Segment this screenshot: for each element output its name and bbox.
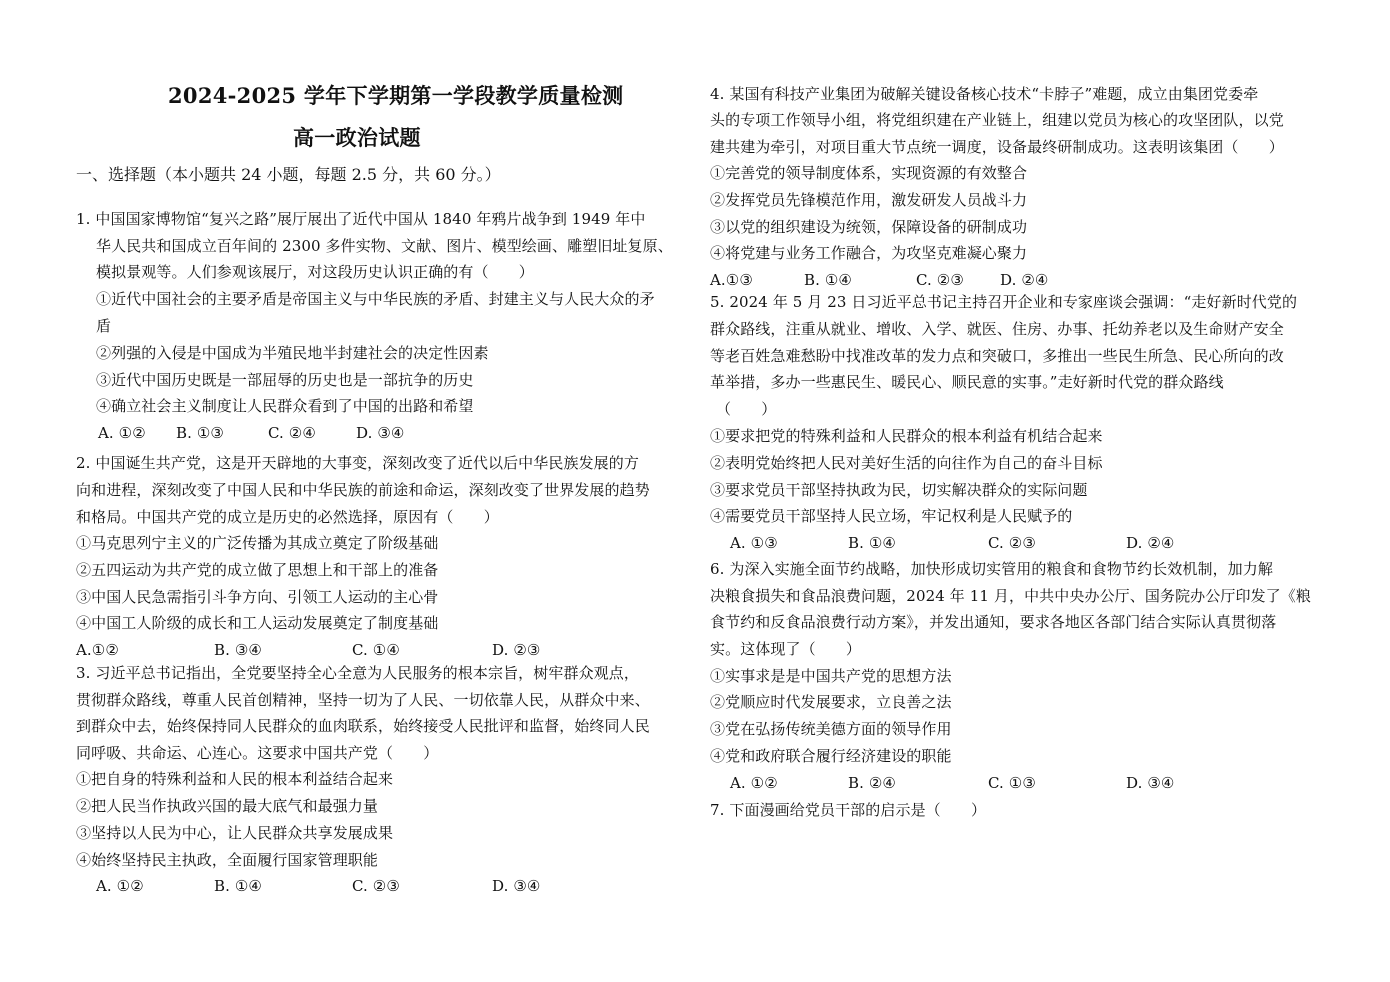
answer-option: D. ②③	[492, 641, 541, 659]
question-stem-line: 华人民共和国成立百年间的 2300 多件实物、文献、图片、模型绘画、雕塑旧址复原、	[96, 237, 673, 255]
answer-option: A.①③	[710, 271, 753, 289]
statement-item: ③中国人民急需指引斗争方向、引领工人运动的主心骨	[76, 588, 439, 606]
statement-item: ①把自身的特殊利益和人民的根本利益结合起来	[76, 770, 394, 788]
answer-option: A. ①③	[730, 534, 778, 552]
answer-option: D. ②④	[1000, 271, 1049, 289]
question-stem-line: （ ）	[716, 400, 777, 418]
exam-title: 2024-2025 学年下学期第一学段教学质量检测	[168, 83, 624, 108]
statement-item: ④始终坚持民主执政，全面履行国家管理职能	[76, 851, 379, 869]
statement-item: ②把人民当作执政兴国的最大底气和最强力量	[76, 797, 379, 815]
statement-item: ③以党的组织建设为统领，保障设备的研制成功	[710, 218, 1028, 236]
statement-item: ④确立社会主义制度让人民群众看到了中国的出路和希望	[96, 397, 474, 415]
question-stem-line: 革举措，多办一些惠民生、暖民心、顺民意的实事。”走好新时代党的群众路线	[710, 373, 1224, 391]
question-stem-line: 3. 习近平总书记指出，全党要坚持全心全意为人民服务的根本宗旨，树牢群众观点，	[76, 664, 639, 682]
answer-option: C. ②③	[352, 877, 400, 895]
statement-item: ②列强的入侵是中国成为半殖民地半封建社会的决定性因素	[96, 344, 489, 362]
question-stem-line: 向和进程，深刻改变了中国人民和中华民族的前途和命运，深刻改变了世界发展的趋势	[76, 481, 650, 499]
statement-item: ①要求把党的特殊利益和人民群众的根本利益有机结合起来	[710, 427, 1103, 445]
question-stem-line: 1. 中国国家博物馆“复兴之路”展厅展出了近代中国从 1840 年鸦片战争到 1949 年中	[76, 210, 646, 228]
question-stem-line: 2. 中国诞生共产党，这是开天辟地的大事变，深刻改变了近代以后中华民族发展的方	[76, 454, 639, 472]
answer-option: D. ③④	[492, 877, 541, 895]
question-stem-line: 模拟景观等。人们参观该展厅，对这段历史认识正确的有（ ）	[96, 263, 534, 281]
question-stem-line: 贯彻群众路线，尊重人民首创精神，坚持一切为了人民、一切依靠人民，从群众中来、	[76, 691, 650, 709]
statement-item: ①实事求是是中国共产党的思想方法	[710, 667, 952, 685]
question-stem-line: 决粮食损失和食品浪费问题，2024 年 11 月，中共中央办公厅、国务院办公厅印发了《粮	[710, 587, 1311, 605]
question-stem-line: 6. 为深入实施全面节约战略，加快形成切实管用的粮食和食物节约长效机制，加力解	[710, 560, 1273, 578]
statement-item: ①近代中国社会的主要矛盾是帝国主义与中华民族的矛盾、封建主义与人民大众的矛	[96, 290, 655, 308]
statement-item: ④将党建与业务工作融合，为攻坚克难凝心聚力	[710, 244, 1028, 262]
question-stem-line: 7. 下面漫画给党员干部的启示是（ ）	[710, 801, 987, 819]
statement-item: ②党顺应时代发展要求，立良善之法	[710, 693, 952, 711]
answer-option: A. ①②	[98, 424, 146, 442]
statement-item: ③要求党员干部坚持执政为民，切实解决群众的实际问题	[710, 481, 1088, 499]
answer-option: C. ①④	[352, 641, 400, 659]
answer-option: D. ③④	[1126, 774, 1175, 792]
question-stem-line: 建共建为牵引，对项目重大节点统一调度，设备最终研制成功。这表明该集团（ ）	[710, 138, 1284, 156]
answer-option: B. ③④	[214, 641, 262, 659]
statement-item: ③党在弘扬传统美德方面的领导作用	[710, 720, 952, 738]
question-stem-line: 4. 某国有科技产业集团为破解关键设备核心技术“卡脖子”难题，成立由集团党委牵	[710, 85, 1259, 103]
question-stem-line: 实。这体现了（ ）	[710, 640, 862, 658]
answer-option: C. ②③	[916, 271, 964, 289]
question-stem-line: 同呼吸、共命运、心连心。这要求中国共产党（ ）	[76, 744, 439, 762]
answer-option: B. ①③	[176, 424, 224, 442]
answer-option: A. ①②	[96, 877, 144, 895]
question-stem-line: 和格局。中国共产党的成立是历史的必然选择，原因有（ ）	[76, 508, 499, 526]
answer-option: A. ①②	[730, 774, 778, 792]
statement-item: ④党和政府联合履行经济建设的职能	[710, 747, 952, 765]
answer-option: C. ②③	[988, 534, 1036, 552]
question-stem-line: 等老百姓急难愁盼中找准改革的发力点和突破口，多推出一些民生所急、民心所向的改	[710, 347, 1284, 365]
statement-item: ②五四运动为共产党的成立做了思想上和干部上的准备	[76, 561, 439, 579]
answer-option: C. ②④	[268, 424, 316, 442]
question-stem-line: 5. 2024 年 5 月 23 日习近平总书记主持召开企业和专家座谈会强调：“走好新时代党的	[710, 293, 1298, 311]
answer-option: D. ③④	[356, 424, 405, 442]
statement-item: ①完善党的领导制度体系，实现资源的有效整合	[710, 164, 1028, 182]
statement-item: ④中国工人阶级的成长和工人运动发展奠定了制度基础	[76, 614, 439, 632]
statement-item: ②发挥党员先锋模范作用，激发研发人员战斗力	[710, 191, 1028, 209]
statement-item: ①马克思列宁主义的广泛传播为其成立奠定了阶级基础	[76, 534, 439, 552]
answer-option: C. ①③	[988, 774, 1036, 792]
answer-option: B. ①④	[214, 877, 262, 895]
answer-option: B. ②④	[848, 774, 896, 792]
statement-item: 盾	[96, 317, 112, 335]
question-stem-line: 食节约和反食品浪费行动方案》，并发出通知，要求各地区各部门结合实际认真贯彻落	[710, 613, 1277, 631]
exam-subtitle: 高一政治试题	[293, 125, 421, 150]
question-stem-line: 头的专项工作领导小组，将党组织建在产业链上，组建以党员为核心的攻坚团队，以党	[710, 111, 1284, 129]
question-stem-line: 群众路线，注重从就业、增收、入学、就医、住房、办事、托幼养老以及生命财产安全	[710, 320, 1284, 338]
statement-item: ③近代中国历史既是一部屈辱的历史也是一部抗争的历史	[96, 371, 474, 389]
statement-item: ②表明党始终把人民对美好生活的向往作为自己的奋斗目标	[710, 454, 1103, 472]
answer-option: B. ①④	[804, 271, 852, 289]
question-stem-line: 到群众中去，始终保持同人民群众的血肉联系，始终接受人民批评和监督，始终同人民	[76, 717, 650, 735]
statement-item: ④需要党员干部坚持人民立场，牢记权利是人民赋予的	[710, 507, 1073, 525]
answer-option: B. ①④	[848, 534, 896, 552]
answer-option: A.①②	[76, 641, 119, 659]
answer-option: D. ②④	[1126, 534, 1175, 552]
statement-item: ③坚持以人民为中心，让人民群众共享发展成果	[76, 824, 394, 842]
section-heading: 一、选择题（本小题共 24 小题，每题 2.5 分，共 60 分。）	[76, 165, 501, 184]
